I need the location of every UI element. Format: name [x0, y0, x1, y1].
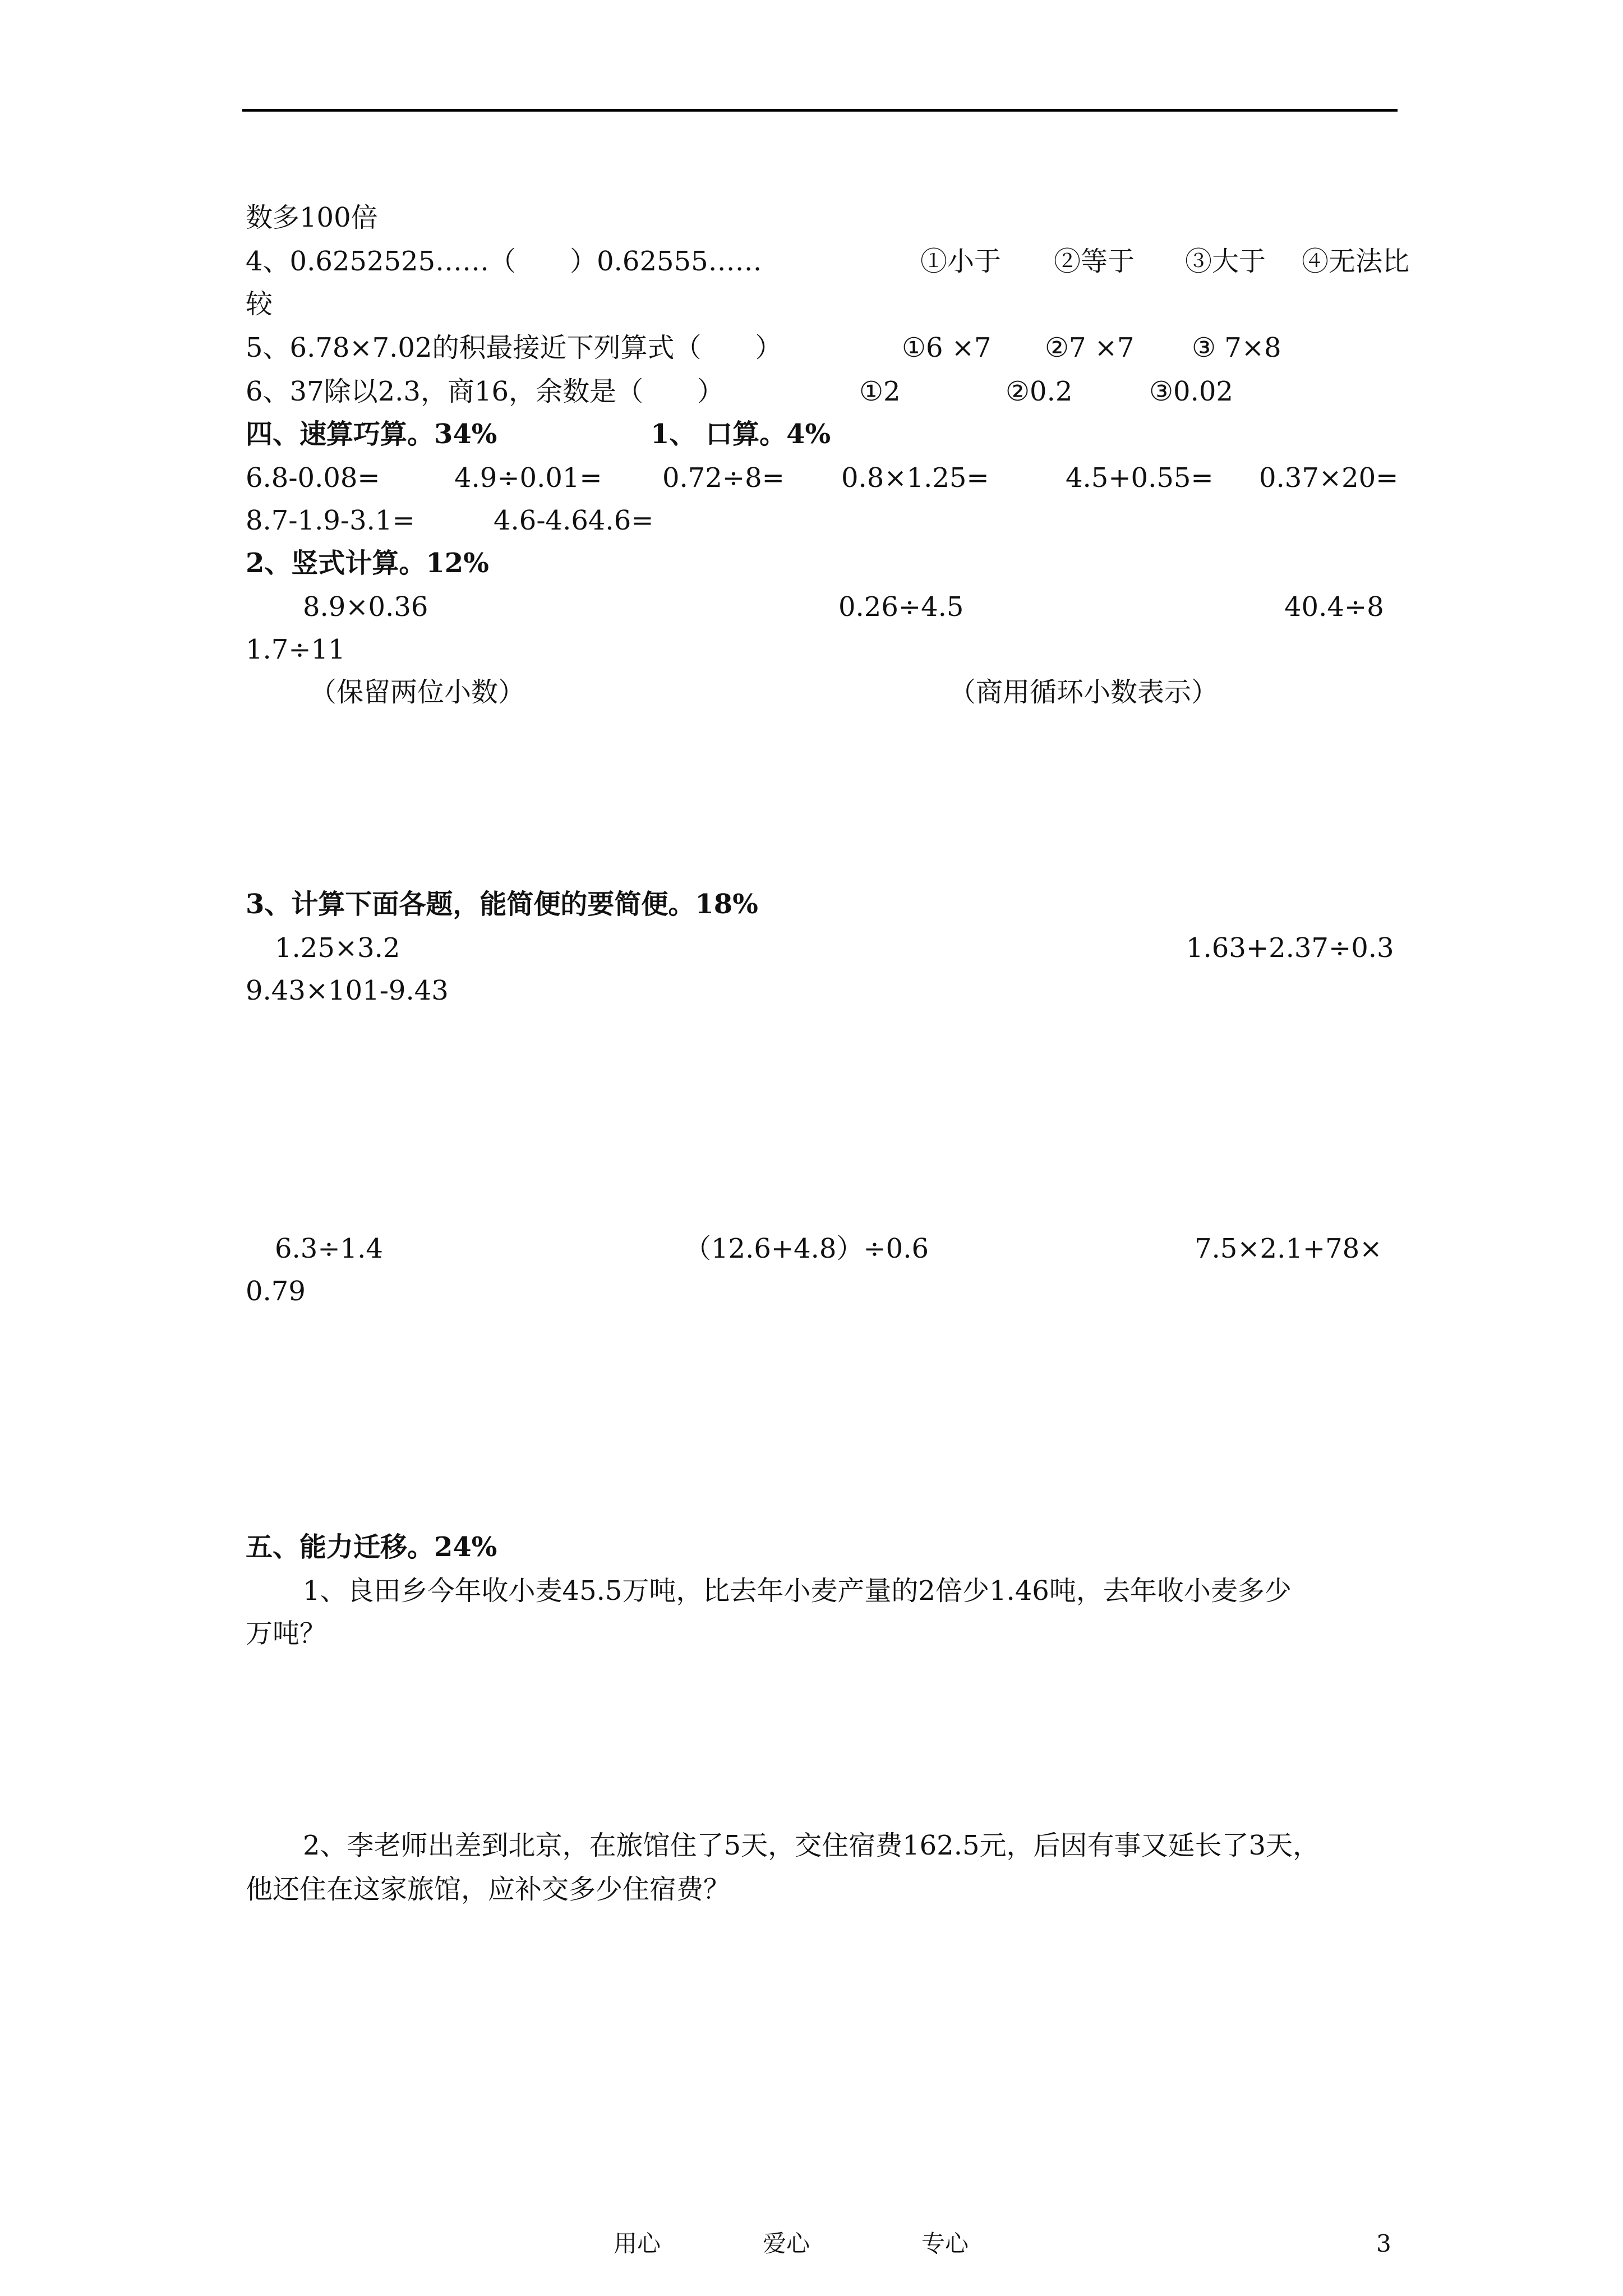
q6-option-2: ②0.2 [1006, 376, 1073, 407]
q4-wrap: 较 [246, 288, 273, 320]
vertical-item: 8.9×0.36 [303, 591, 428, 623]
vertical-calc-heading: 2、竖式计算。12% [246, 547, 489, 579]
calc-item: （12.6+4.8）÷0.6 [684, 1233, 929, 1264]
oral-item: 4.9÷0.01= [454, 462, 602, 494]
simplify-calc-heading: 3、计算下面各题，能简便的要简便。18% [246, 889, 758, 920]
calc-item-wrap: 0.79 [246, 1276, 306, 1307]
page-number: 3 [1376, 2230, 1391, 2257]
calc-item: 9.43×101-9.43 [246, 975, 449, 1006]
oral-item: 0.72÷8= [662, 462, 785, 494]
oral-item: 0.37×20= [1259, 462, 1399, 494]
problem-1-line-1: 1、良田乡今年收小麦45.5万吨，比去年小麦产量的2倍少1.46吨，去年收小麦多少 [303, 1575, 1292, 1607]
oral-calc-heading: 1、 口算。4% [651, 418, 831, 450]
q5-option-3: ③ 7×8 [1192, 332, 1281, 364]
oral-item: 4.6-4.64.6= [494, 505, 654, 536]
oral-item: 4.5+0.55= [1066, 462, 1214, 494]
q4-stem: 4、0.6252525……（ ）0.62555…… [246, 246, 762, 277]
q5-option-1: ①6 ×7 [902, 332, 992, 364]
problem-2-line-1: 2、李老师出差到北京，在旅馆住了5天，交住宿费162.5元，后因有事又延长了3天， [303, 1830, 1320, 1861]
oral-item: 0.8×1.25= [841, 462, 989, 494]
q5-option-2: ②7 ×7 [1045, 332, 1135, 364]
header-rule [242, 109, 1398, 112]
section-4-heading: 四、速算巧算。34% [246, 418, 497, 450]
q6-stem: 6、37除以2.3，商16，余数是（ ） [246, 376, 725, 407]
footer-word: 爱心 [763, 2230, 810, 2257]
q4-option-4: ④无法比 [1302, 246, 1410, 277]
carryover-text: 数多100倍 [246, 202, 378, 233]
vertical-note: （商用循环小数表示） [949, 677, 1219, 708]
q4-option-2: ②等于 [1054, 246, 1135, 277]
calc-item: 1.25×3.2 [275, 932, 400, 964]
calc-item: 7.5×2.1+78× [1195, 1233, 1382, 1264]
footer-word: 用心 [614, 2230, 661, 2257]
footer-word: 专心 [921, 2230, 969, 2257]
q4-option-3: ③大于 [1185, 246, 1266, 277]
oral-item: 8.7-1.9-3.1= [246, 505, 415, 536]
problem-1-line-2: 万吨？ [246, 1618, 327, 1649]
calc-item: 1.63+2.37÷0.3 [1186, 932, 1394, 964]
vertical-item: 0.26÷4.5 [838, 591, 964, 623]
q6-option-1: ①2 [859, 376, 901, 407]
vertical-item: 1.7÷11 [246, 634, 345, 665]
calc-item: 6.3÷1.4 [275, 1233, 383, 1264]
q5-stem: 5、6.78×7.02的积最接近下列算式（ ） [246, 332, 782, 364]
vertical-item: 40.4÷8 [1284, 591, 1384, 623]
vertical-note: （保留两位小数） [310, 677, 525, 708]
section-5-heading: 五、能力迁移。24% [246, 1531, 497, 1563]
oral-item: 6.8-0.08= [246, 462, 380, 494]
q6-option-3: ③0.02 [1149, 376, 1233, 407]
q4-option-1: ①小于 [920, 246, 1002, 277]
problem-2-line-2: 他还住在这家旅馆，应补交多少住宿费？ [246, 1874, 731, 1905]
